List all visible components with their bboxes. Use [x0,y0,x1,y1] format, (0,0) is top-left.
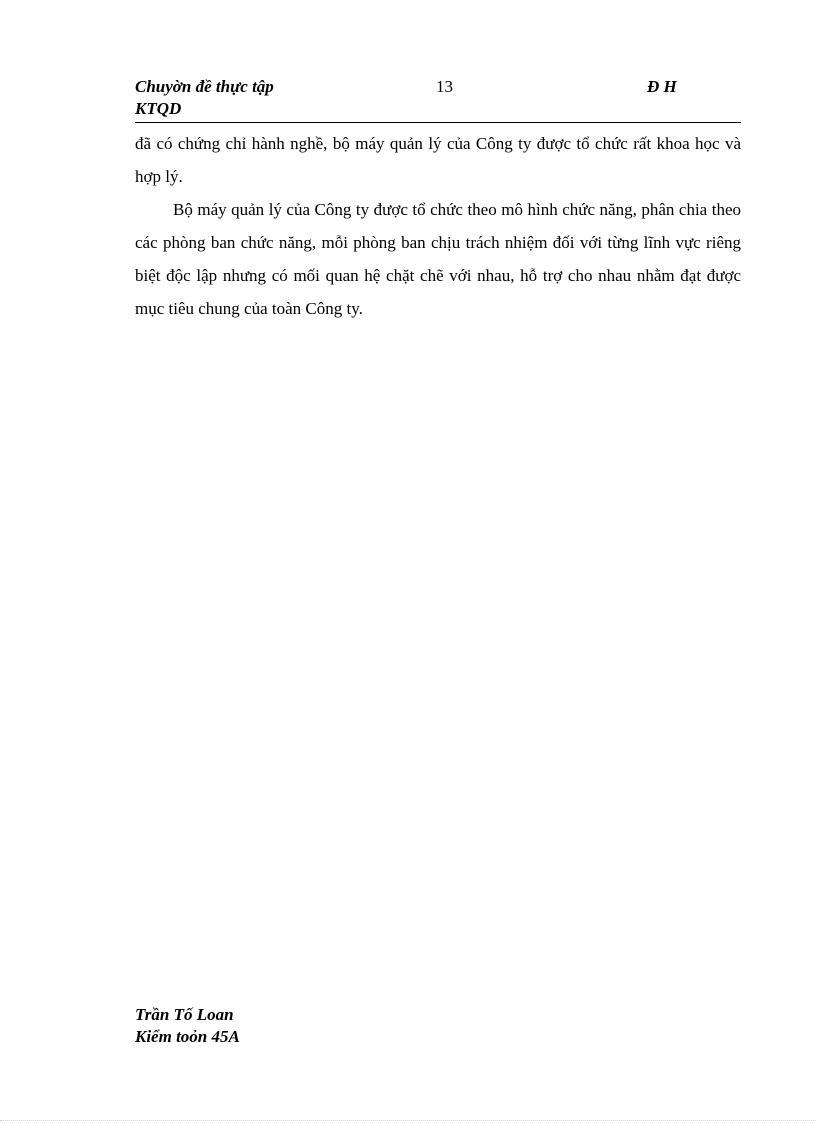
header-title [135,76,274,120]
header-title-line2: KTQD [135,99,182,118]
header-right-label: Đ H [647,77,677,96]
paragraph-continuation: đã có chứng chỉ hành nghề, bộ máy quản lý của Công ty được tổ chức rất khoa học và hợp lý. [135,134,741,186]
page-footer [135,1004,240,1048]
paragraph: Bộ máy quản lý của Công ty được tổ chức theo mô hình chức năng, phân chia theo các phòng ban chức năng, mỗi phòng ban chịu trách nhiệm đối với từng lĩnh vực riêng biệt độc lập nhưng có mối quan hệ chặt chẽ với nhau, hỗ trợ cho nhau nhằm đạt được mục tiêu chung của toàn Công ty. [135,200,741,318]
header-title-line1: Chuyờn đề thực tập [135,77,274,96]
footer-class: Kiểm toỏn 45A [135,1027,240,1046]
page-number: 13 [436,77,453,96]
footer-author: Trần Tố Loan [135,1005,234,1024]
page-bottom-edge [0,1120,816,1121]
body-text [135,127,741,325]
page-header [135,74,741,123]
